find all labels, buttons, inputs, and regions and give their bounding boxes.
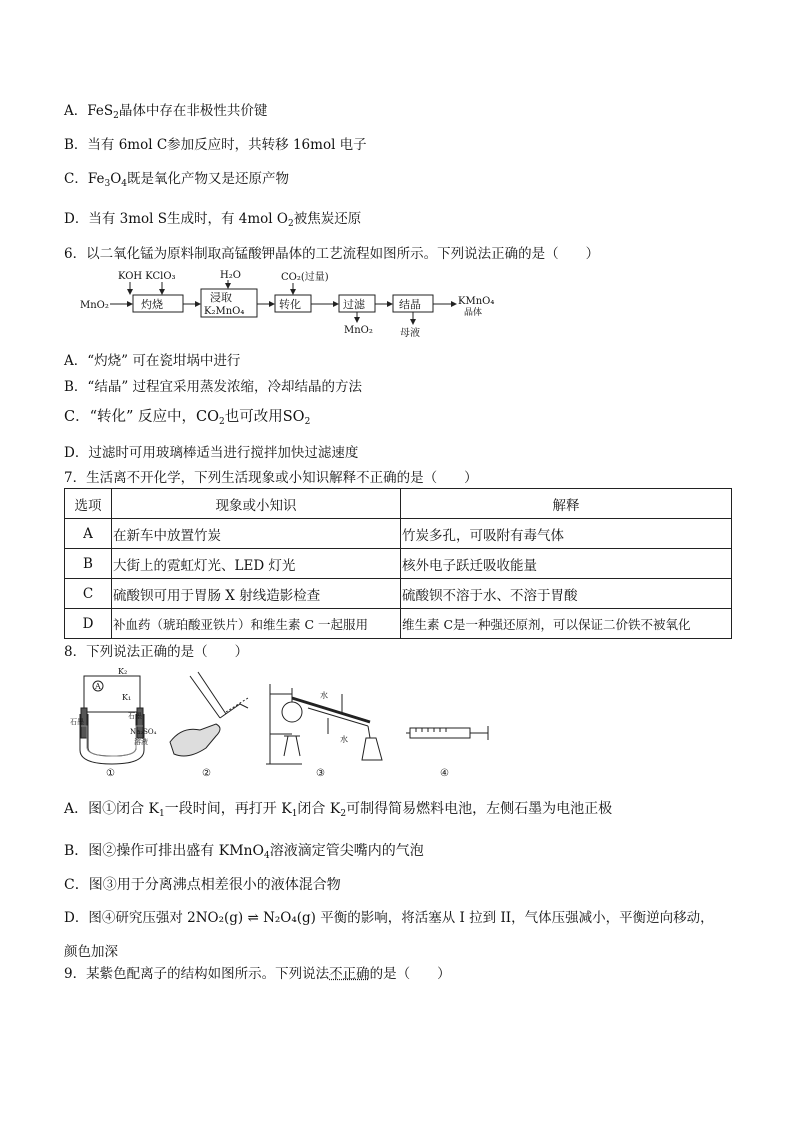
- table-header: 现象或小知识: [112, 489, 401, 519]
- fig1-solution-line2: 溶液: [134, 738, 148, 746]
- fig1-left-electrode-label: 石墨: [70, 718, 84, 726]
- fig1-number: ①: [106, 768, 115, 779]
- q9-emphasis: 不正确: [329, 966, 370, 982]
- q6-option-d: D．过滤时可用玻璃棒适当进行搅拌加快过滤速度: [64, 445, 359, 461]
- table-cell: 硫酸钡不溶于水、不溶于胃酸: [401, 579, 732, 609]
- q6-stem: 6．以二氧化锰为原料制取高锰酸钾晶体的工艺流程如图所示。下列说法正确的是（ ）: [64, 246, 600, 262]
- fig1-k2-label: K₂: [118, 667, 128, 676]
- q7-stem: 7．生活离不开化学，下列生活现象或小知识解释不正确的是（ ）: [64, 470, 478, 486]
- figure2-burette: [170, 672, 248, 756]
- q8-option-c: C．图③用于分离沸点相差很小的液体混合物: [64, 877, 341, 893]
- table-cell: 补血药（琥珀酸亚铁片）和维生素 C 一起服用: [112, 609, 401, 639]
- q8-option-d-cont: 颜色加深: [64, 944, 118, 960]
- q8-option-d: D．图④研究压强对 2NO₂(g) ⇌ N₂O₄(g) 平衡的影响，将活塞从 I 拉到 II，气体压强减小，平衡逆向移动，: [64, 910, 714, 926]
- table-header: 选项: [65, 489, 112, 519]
- table-cell: 维生素 C是一种强还原剂，可以保证二价铁不被氧化: [401, 609, 732, 639]
- table-header: 解释: [401, 489, 732, 519]
- fig4-number: ④: [440, 768, 449, 779]
- table-cell: B: [65, 549, 112, 579]
- table-cell: 竹炭多孔，可吸附有毒气体: [401, 519, 732, 549]
- q8-stem: 8．下列说法正确的是（ ）: [64, 644, 249, 660]
- table-row: [65, 519, 732, 549]
- flow-product-line1: KMnO₄: [458, 296, 495, 307]
- flow-step5: 结晶: [399, 298, 421, 311]
- q7-table: [64, 488, 732, 639]
- flow-step4: 过滤: [343, 298, 365, 311]
- flow-reagent3: CO₂(过量): [281, 272, 329, 283]
- figure4-syringe: [406, 726, 488, 740]
- q5-option-a: A．FeS$_2$晶体中存在非极性共价键: [64, 103, 268, 121]
- table-row: [65, 549, 732, 579]
- q6-option-a: A．“灼烧” 可在瓷坩埚中进行: [64, 353, 241, 369]
- q6-option-c: C．“转化” 反应中，$CO_2$也可改用$SO_2$: [64, 409, 311, 427]
- q5-option-b: B．当有 6mol C参加反应时，共转移 16mol 电子: [64, 137, 367, 153]
- q5-option-c: C．$Fe_3O_4$既是氧化产物又是还原产物: [64, 171, 289, 189]
- flow-product-line2: 晶体: [464, 308, 483, 318]
- table-cell: A: [65, 519, 112, 549]
- fig3-number: ③: [316, 768, 325, 779]
- flow-step3: 转化: [279, 298, 301, 311]
- flow-reagent1: KOH KClO₃: [118, 271, 176, 282]
- flow-start: MnO₂: [80, 300, 109, 311]
- flow-reagent2: H₂O: [220, 270, 241, 281]
- fig1-solution-line1: Na₂SO₄: [130, 728, 157, 736]
- table-cell: 大街上的霓虹灯光、LED 灯光: [112, 549, 401, 579]
- table-row: [65, 579, 732, 609]
- flow-step2-line1: 浸取: [210, 291, 232, 304]
- table-cell: 硫酸钡可用于胃肠 X 射线造影检查: [112, 579, 401, 609]
- fig1-k1-label: K₁: [122, 693, 132, 702]
- flow-step1: 灼烧: [141, 298, 163, 311]
- table-row: [65, 609, 732, 639]
- flow-by5: 母液: [400, 328, 420, 339]
- fig3-water-in-label: 水: [320, 691, 328, 700]
- q8-apparatus-figure: [70, 664, 500, 782]
- q5-option-d: D．当有 3mol S生成时，有 4mol $O_2$被焦炭还原: [64, 211, 362, 229]
- flow-step2-line2: K₂MnO₄: [204, 306, 245, 317]
- q6-flowchart: [78, 266, 538, 340]
- q9-stem: 9．某紫色配离子的结构如图所示。下列说法不正确的是（ ）: [64, 966, 451, 982]
- table-cell: D: [65, 609, 112, 639]
- flow-by4: MnO₂: [344, 325, 373, 336]
- fig1-right-electrode-label: 石墨: [128, 712, 142, 720]
- q6-option-b: B．“结晶” 过程宜采用蒸发浓缩，冷却结晶的方法: [64, 379, 363, 395]
- fig1-ammeter-label: A: [95, 682, 101, 691]
- table-cell: 核外电子跃迁吸收能量: [401, 549, 732, 579]
- table-cell: C: [65, 579, 112, 609]
- q8-option-a: A．图①闭合 $K_1$一段时间，再打开 $K_1$闭合 $K_2$可制得简易燃料电池，左侧石墨为电池正极: [64, 801, 613, 819]
- fig3-water-out-label: 水: [340, 735, 348, 744]
- fig2-number: ②: [202, 768, 211, 779]
- table-cell: 在新车中放置竹炭: [112, 519, 401, 549]
- table-header-row: [65, 489, 732, 519]
- q8-option-b: B．图②操作可排出盛有 KMnO$_4$溶液滴定管尖嘴内的气泡: [64, 843, 424, 861]
- figure1-u-tube: [80, 676, 144, 764]
